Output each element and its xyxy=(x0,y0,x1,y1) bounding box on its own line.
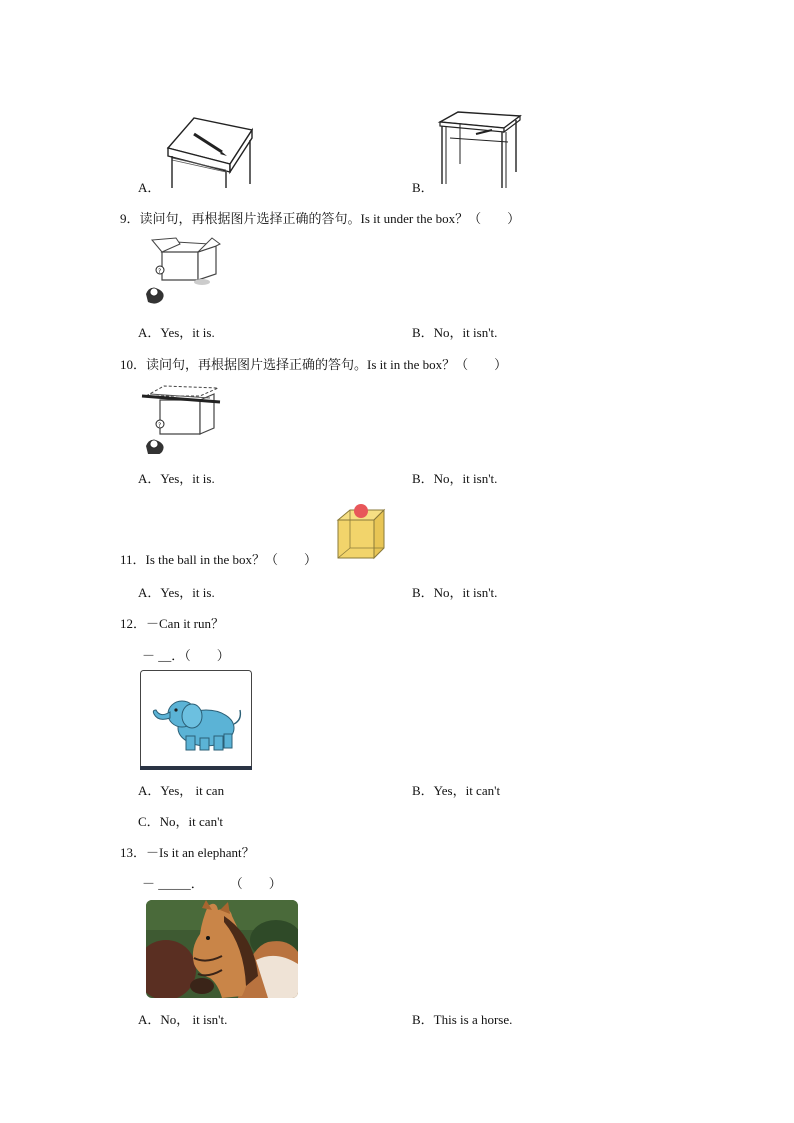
box-with-object-under-icon xyxy=(140,236,222,308)
q9-stem: 9．读问句，再根据图片选择正确的答句。Is it under the box？（ ） xyxy=(120,211,521,226)
q12-elephant-image xyxy=(140,670,252,770)
q13-option-b[interactable]: B．This is a horse. xyxy=(412,1012,513,1027)
q11-cube-image xyxy=(336,502,386,560)
svg-text:?: ? xyxy=(158,268,162,275)
q8-option-a[interactable]: A． xyxy=(138,180,161,195)
q11-option-b[interactable]: B．No，it isn't. xyxy=(412,585,498,600)
q12-stem: 12．－Can it run？ xyxy=(120,616,224,631)
q13-horse-image xyxy=(146,900,298,998)
box-with-object-in-icon xyxy=(140,382,224,454)
q12-option-c[interactable]: C．No，it can't xyxy=(138,814,224,829)
q8-desk-closed-image[interactable] xyxy=(164,112,256,190)
svg-text:?: ? xyxy=(158,422,162,429)
q12-option-b[interactable]: B．Yes，it can't xyxy=(412,783,501,798)
q13-answer-line: － _____． （ ） xyxy=(142,876,282,891)
cube-with-ball-icon xyxy=(336,502,386,560)
table-icon xyxy=(436,108,522,190)
q13-option-a[interactable]: A．No， it isn't. xyxy=(138,1012,228,1027)
q8-option-b[interactable]: B． xyxy=(412,180,434,195)
q8-table-image[interactable] xyxy=(436,108,522,190)
q10-option-b[interactable]: B．No，it isn't. xyxy=(412,471,498,486)
q12-option-a[interactable]: A．Yes， it can xyxy=(138,783,225,798)
horse-photo-icon xyxy=(146,900,298,998)
q10-box-image xyxy=(140,382,224,454)
q11-stem: 11．Is the ball in the box？（ ） xyxy=(120,552,318,567)
q10-option-a[interactable]: A．Yes，it is. xyxy=(138,471,215,486)
elephant-icon xyxy=(140,670,252,770)
q11-option-a[interactable]: A．Yes，it is. xyxy=(138,585,215,600)
q13-stem: 13．－Is it an elephant？ xyxy=(120,845,255,860)
q12-answer-line: － __．（ ） xyxy=(142,648,230,663)
q10-stem: 10．读问句，再根据图片选择正确的答句。Is it in the box？（ ） xyxy=(120,357,508,372)
q9-option-b[interactable]: B．No，it isn't. xyxy=(412,325,498,340)
q9-option-a[interactable]: A．Yes，it is. xyxy=(138,325,215,340)
q9-box-image xyxy=(140,236,222,308)
desk-closed-icon xyxy=(164,112,256,190)
